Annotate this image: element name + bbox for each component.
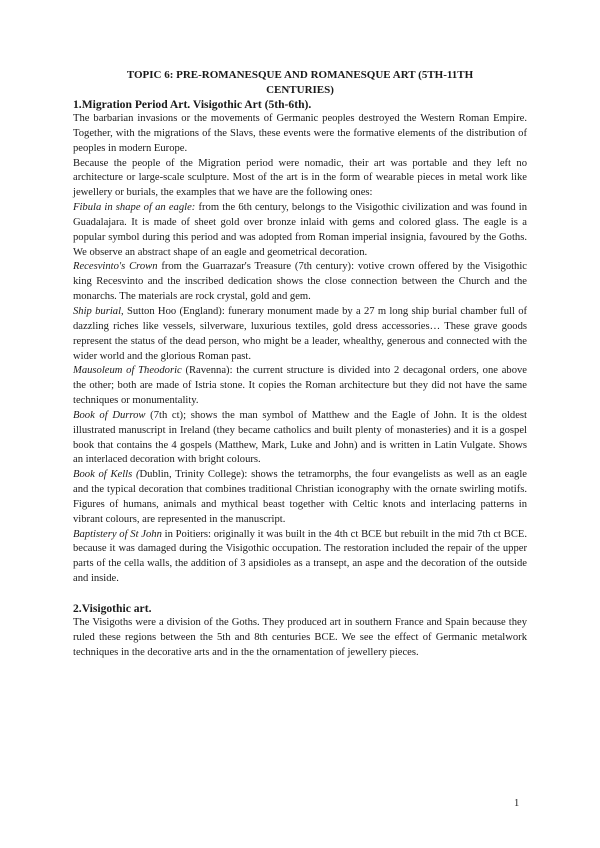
section1-paragraph-1: The barbarian invasions or the movements of Germanic peoples destroyed the Western Roman Empire. Together, with the migrations of the Slavs, these events were the formative elements of the distribution of peoples in modern Europe.	[73, 113, 527, 154]
item-fibula	[73, 201, 527, 260]
item-ship-burial	[73, 305, 527, 364]
section-spacer	[73, 587, 527, 601]
item-term: Fibula in shape of an eagle:	[73, 202, 196, 214]
item-term: Baptistery of St John	[73, 528, 162, 540]
item-text: Sutton Hoo (England): funerary monument made by a 27 m long ship burial chamber full of dazzling riches like vessels, silverware, luxurious textiles, gold dress accessories… These grave goods represent the status of the dead person, who might be a leader, whealthy, generous and connected with the wider world and the glorious Roman past.	[73, 305, 528, 362]
page-content	[73, 68, 527, 661]
item-book-of-kells	[73, 468, 527, 527]
item-text: (7th ct); shows the man symbol of Matthew and the Eagle of John. It is the oldest illustrated manuscript in Ireland (they became catholics and built plenty of monasteries) and it is a gospel book that contains the 4 gospels (Matthew, Mark, Luke and John) and is written in Latin Vulgate. Shows an interlaced decoration with bright colours.	[73, 409, 528, 466]
item-term: Mausoleum of Theodoric	[73, 365, 182, 377]
section2-paragraph-1: The Visigoths were a division of the Goths. They produced art in southern France and Spain because they ruled these regions between the 5th and 8th centuries BCE. We see the effect of Germanic metalwork techniques in the decorative arts and in the the ornamentation of jewellery pieces.	[73, 617, 527, 658]
section1-heading: 1.Migration Period Art. Visigothic Art (5th-6th).	[73, 98, 312, 111]
item-term: Ship burial,	[73, 305, 124, 317]
item-recesvinto-crown	[73, 260, 527, 305]
item-text: from the Guarrazar's Treasure (7th century): votive crown offered by the Visigothic king Recesvinto and the inscribed dedication shows the close connection between the Church and the monarchs. The materials are rock crystal, gold and gem.	[73, 261, 527, 303]
item-term: Book of Durrow	[73, 409, 146, 421]
item-text: Dublin, Trinity College): shows the tetramorphs, the four evangelists as well as an eagle and the typical decoration that combines traditional Christian iconography with the ornate swirling motifs. Figures of humans, animals and mythical beast together with Celtic knots and interlacing patterns in vibrant colours, are represented in the manuscript.	[73, 469, 527, 525]
section2-heading: 2.Visigothic art.	[73, 602, 152, 615]
page-number: 1	[514, 798, 520, 809]
item-term: Book of Kells (	[73, 469, 140, 481]
item-text: (Ravenna): the current structure is divided into 2 decagonal orders, one above the other; both are made of Istria stone. It copies the Roman architecture but they did not have the same techniques or monumentality.	[73, 365, 527, 407]
item-text: from the 6th century, belongs to the Visigothic civilization and was found in Guadalajara. It is made of sheet gold over bronze inlaid with gems and colored glass. The eagle is a popular symbol during this period and was adopted from Roman imperial insignia, favoured by the Goths. We observe an abstract shape of an eagle and geometrical decoration.	[73, 202, 528, 258]
section1-paragraph-2: Because the people of the Migration period were nomadic, their art was portable and they left no architecture or large-scale sculpture. Most of the art is in the form of wearable pieces in metal work like jewellery or burials, the examples that we have are the following ones:	[73, 157, 527, 199]
item-mausoleum	[73, 364, 527, 409]
item-term: Recesvinto's Crown	[73, 261, 158, 273]
document-title: TOPIC 6: PRE-ROMANESQUE AND ROMANESQUE ART (5TH-11TH CENTURIES)	[126, 69, 474, 96]
item-book-of-durrow	[73, 409, 527, 468]
item-text: in Poitiers: originally it was built in the 4th ct BCE but rebuilt in the mid 7th ct BCE. because it was damaged during the Visigothic occupation. The restoration included the repair of the upper parts of the cella walls, the addition of 3 apsidioles as a transept, an aspe and the decoration of the outside and inside.	[73, 528, 528, 585]
item-baptistery	[73, 528, 527, 587]
